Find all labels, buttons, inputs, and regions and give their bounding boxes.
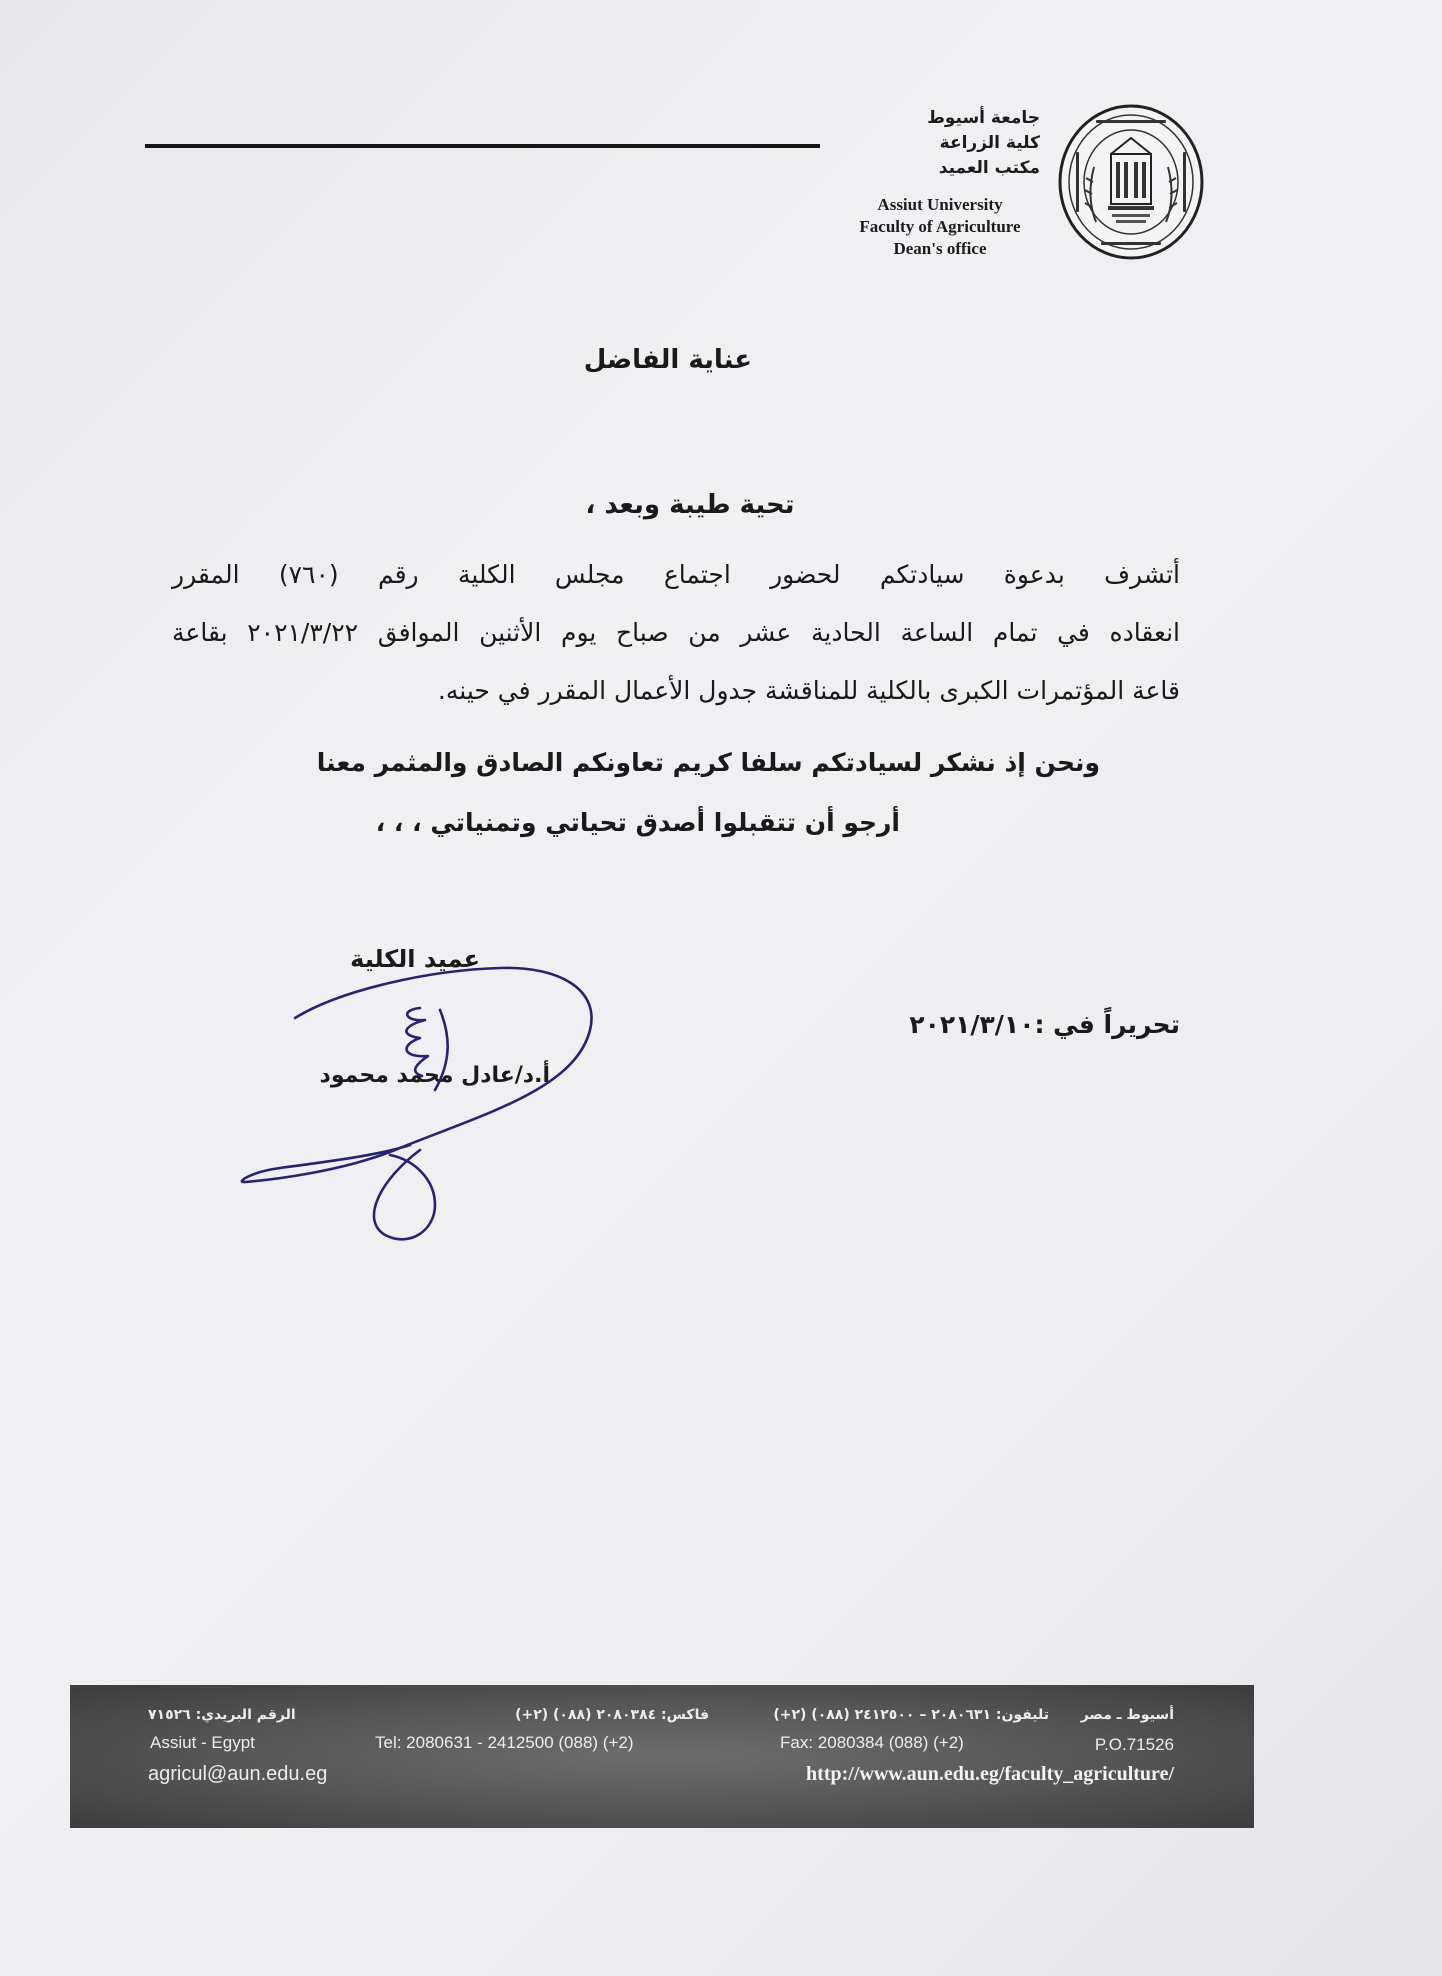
english-letterhead-line: Dean's office <box>893 239 987 258</box>
footer-phone-ar: تليفون: ٢٠٨٠٦٣١ – ٢٤١٢٥٠٠ (٠٨٨) (٢+) <box>773 1707 1049 1723</box>
closing-line: أرجو أن تتقبلوا أصدق تحياتي وتمنياتي ، ، ، <box>375 808 900 837</box>
closing-line: ونحن إذ نشكر لسيادتكم سلفا كريم تعاونكم الصادق والمثمر معنا <box>316 748 1100 777</box>
paragraph-line: أتشرف بدعوة سيادتكم لحضور اجتماع مجلس الكلية رقم (٧٦٠) المقرر <box>172 560 1181 589</box>
salutation: عناية الفاضل <box>583 345 752 375</box>
english-letterhead-line: Assiut University <box>877 195 1003 214</box>
greeting: تحية طيبة وبعد ، <box>585 490 795 520</box>
footer-contact-band <box>70 1685 1254 1828</box>
footer-fax-ar: فاكس: ٢٠٨٠٣٨٤ (٠٨٨) (٢+) <box>515 1707 709 1723</box>
footer-pobox-ar: الرقم البريدي: ٧١٥٢٦ <box>148 1707 296 1723</box>
footer-fax-en: Fax: 2080384 (088) (+2) <box>780 1733 964 1752</box>
letter-paragraph <box>172 546 1180 720</box>
paragraph-line: انعقاده في تمام الساعة الحادية عشر من صباح يوم الأثنين الموافق ٢٠٢١/٣/٢٢ بقاعة <box>172 618 1180 647</box>
dean-title: عميد الكلية <box>350 945 480 973</box>
english-letterhead-line: Faculty of Agriculture <box>859 217 1021 236</box>
footer-city-en: Assiut - Egypt <box>150 1733 255 1752</box>
arabic-letterhead <box>830 106 1040 181</box>
university-seal-icon <box>1056 102 1206 262</box>
footer-po-en: P.O.71526 <box>1094 1735 1174 1754</box>
arabic-letterhead-line: جامعة أسيوط <box>927 108 1040 128</box>
dean-name: أ.د/عادل محمد محمود <box>319 1063 550 1088</box>
footer-tel-en: Tel: 2080631 - 2412500 (088) (+2) <box>375 1733 634 1752</box>
paragraph-line: قاعة المؤتمرات الكبرى بالكلية للمناقشة جدول الأعمال المقرر في حينه. <box>437 676 1180 705</box>
footer-city-ar: أسيوط ـ مصر <box>1080 1707 1174 1723</box>
header-divider <box>145 144 820 148</box>
arabic-letterhead-line: كلية الزراعة <box>939 133 1040 153</box>
handwritten-signature <box>230 950 610 1260</box>
date-line: تحريراً في :٢٠٢١/٣/١٠ <box>909 1010 1180 1039</box>
footer-email-link[interactable]: agricul@aun.edu.eg <box>148 1763 328 1785</box>
footer-website-link[interactable]: http://www.aun.edu.eg/faculty_agriculture/ <box>806 1763 1174 1785</box>
arabic-letterhead-line: مكتب العميد <box>938 158 1040 178</box>
english-letterhead <box>830 194 1050 260</box>
